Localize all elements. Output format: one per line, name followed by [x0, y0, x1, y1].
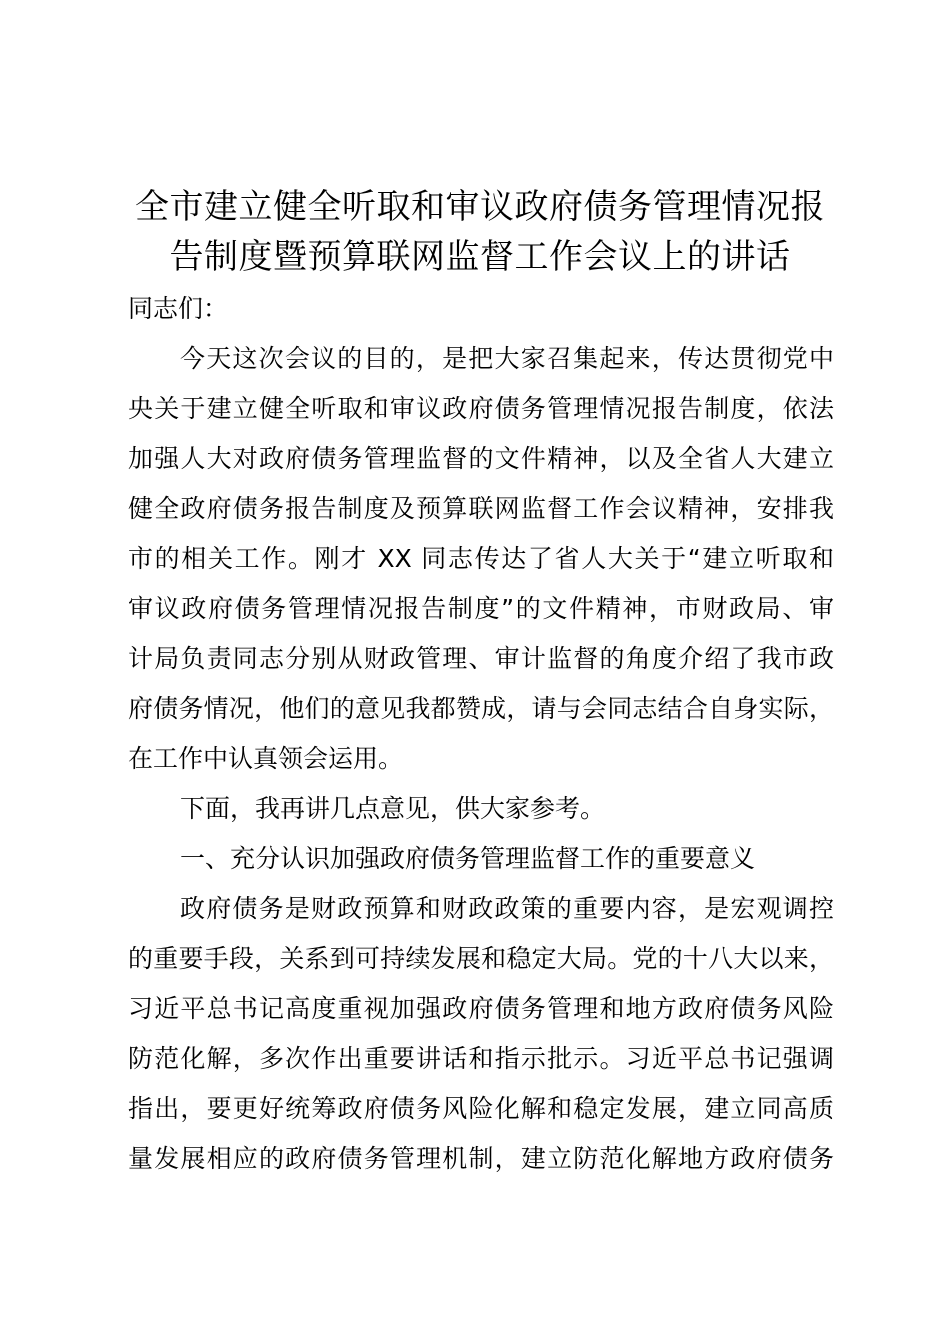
paragraph-line: 央关于建立健全听取和审议政府债务管理情况报告制度，依法: [128, 394, 834, 423]
paragraph-line: 府债务情况，他们的意见我都赞成，请与会同志结合自身实际，: [128, 694, 834, 723]
title-line-2: 告制度暨预算联网监督工作会议上的讲话: [169, 237, 791, 277]
document-title: [110, 182, 850, 282]
paragraph-line: 计局负责同志分别从财政管理、审计监督的角度介绍了我市政: [128, 644, 834, 673]
paragraph-line: 量发展相应的政府债务管理机制，建立防范化解地方政府债务: [128, 1144, 834, 1173]
paragraph-line: 指出，要更好统筹政府债务风险化解和稳定发展，建立同高质: [128, 1094, 834, 1123]
paragraph-line: 市的相关工作。刚才 XX 同志传达了省人大关于“建立听取和: [128, 544, 834, 573]
paragraph-line: 防范化解，多次作出重要讲话和指示批示。习近平总书记强调: [128, 1044, 834, 1073]
paragraph-line: 习近平总书记高度重视加强政府债务管理和地方政府债务风险: [128, 994, 834, 1023]
title-line-1: 全市建立健全听取和审议政府债务管理情况报: [135, 187, 825, 227]
paragraph-section-1: [128, 884, 834, 1184]
paragraph-line: 下面，我再讲几点意见，供大家参考。: [180, 794, 606, 823]
paragraph-opening: [128, 334, 834, 784]
paragraph-transition: [128, 784, 834, 834]
document-body: [128, 284, 834, 1184]
paragraph-line: 审议政府债务管理情况报告制度”的文件精神，市财政局、审: [128, 594, 834, 623]
paragraph-line: 政府债务是财政预算和财政政策的重要内容，是宏观调控: [180, 894, 834, 923]
paragraph-line: 的重要手段，关系到可持续发展和稳定大局。党的十八大以来，: [128, 944, 834, 973]
section-heading: 一、充分认识加强政府债务管理监督工作的重要意义: [180, 844, 756, 873]
paragraph-line: 加强人大对政府债务管理监督的文件精神，以及全省人大建立: [128, 444, 834, 473]
paragraph-line: 今天这次会议的目的，是把大家召集起来，传达贯彻党中: [180, 344, 834, 373]
section-heading-1: [128, 834, 834, 884]
paragraph-line: 在工作中认真领会运用。: [128, 744, 404, 773]
salutation: 同志们：: [128, 294, 229, 323]
paragraph-line: 健全政府债务报告制度及预算联网监督工作会议精神，安排我: [128, 494, 834, 523]
